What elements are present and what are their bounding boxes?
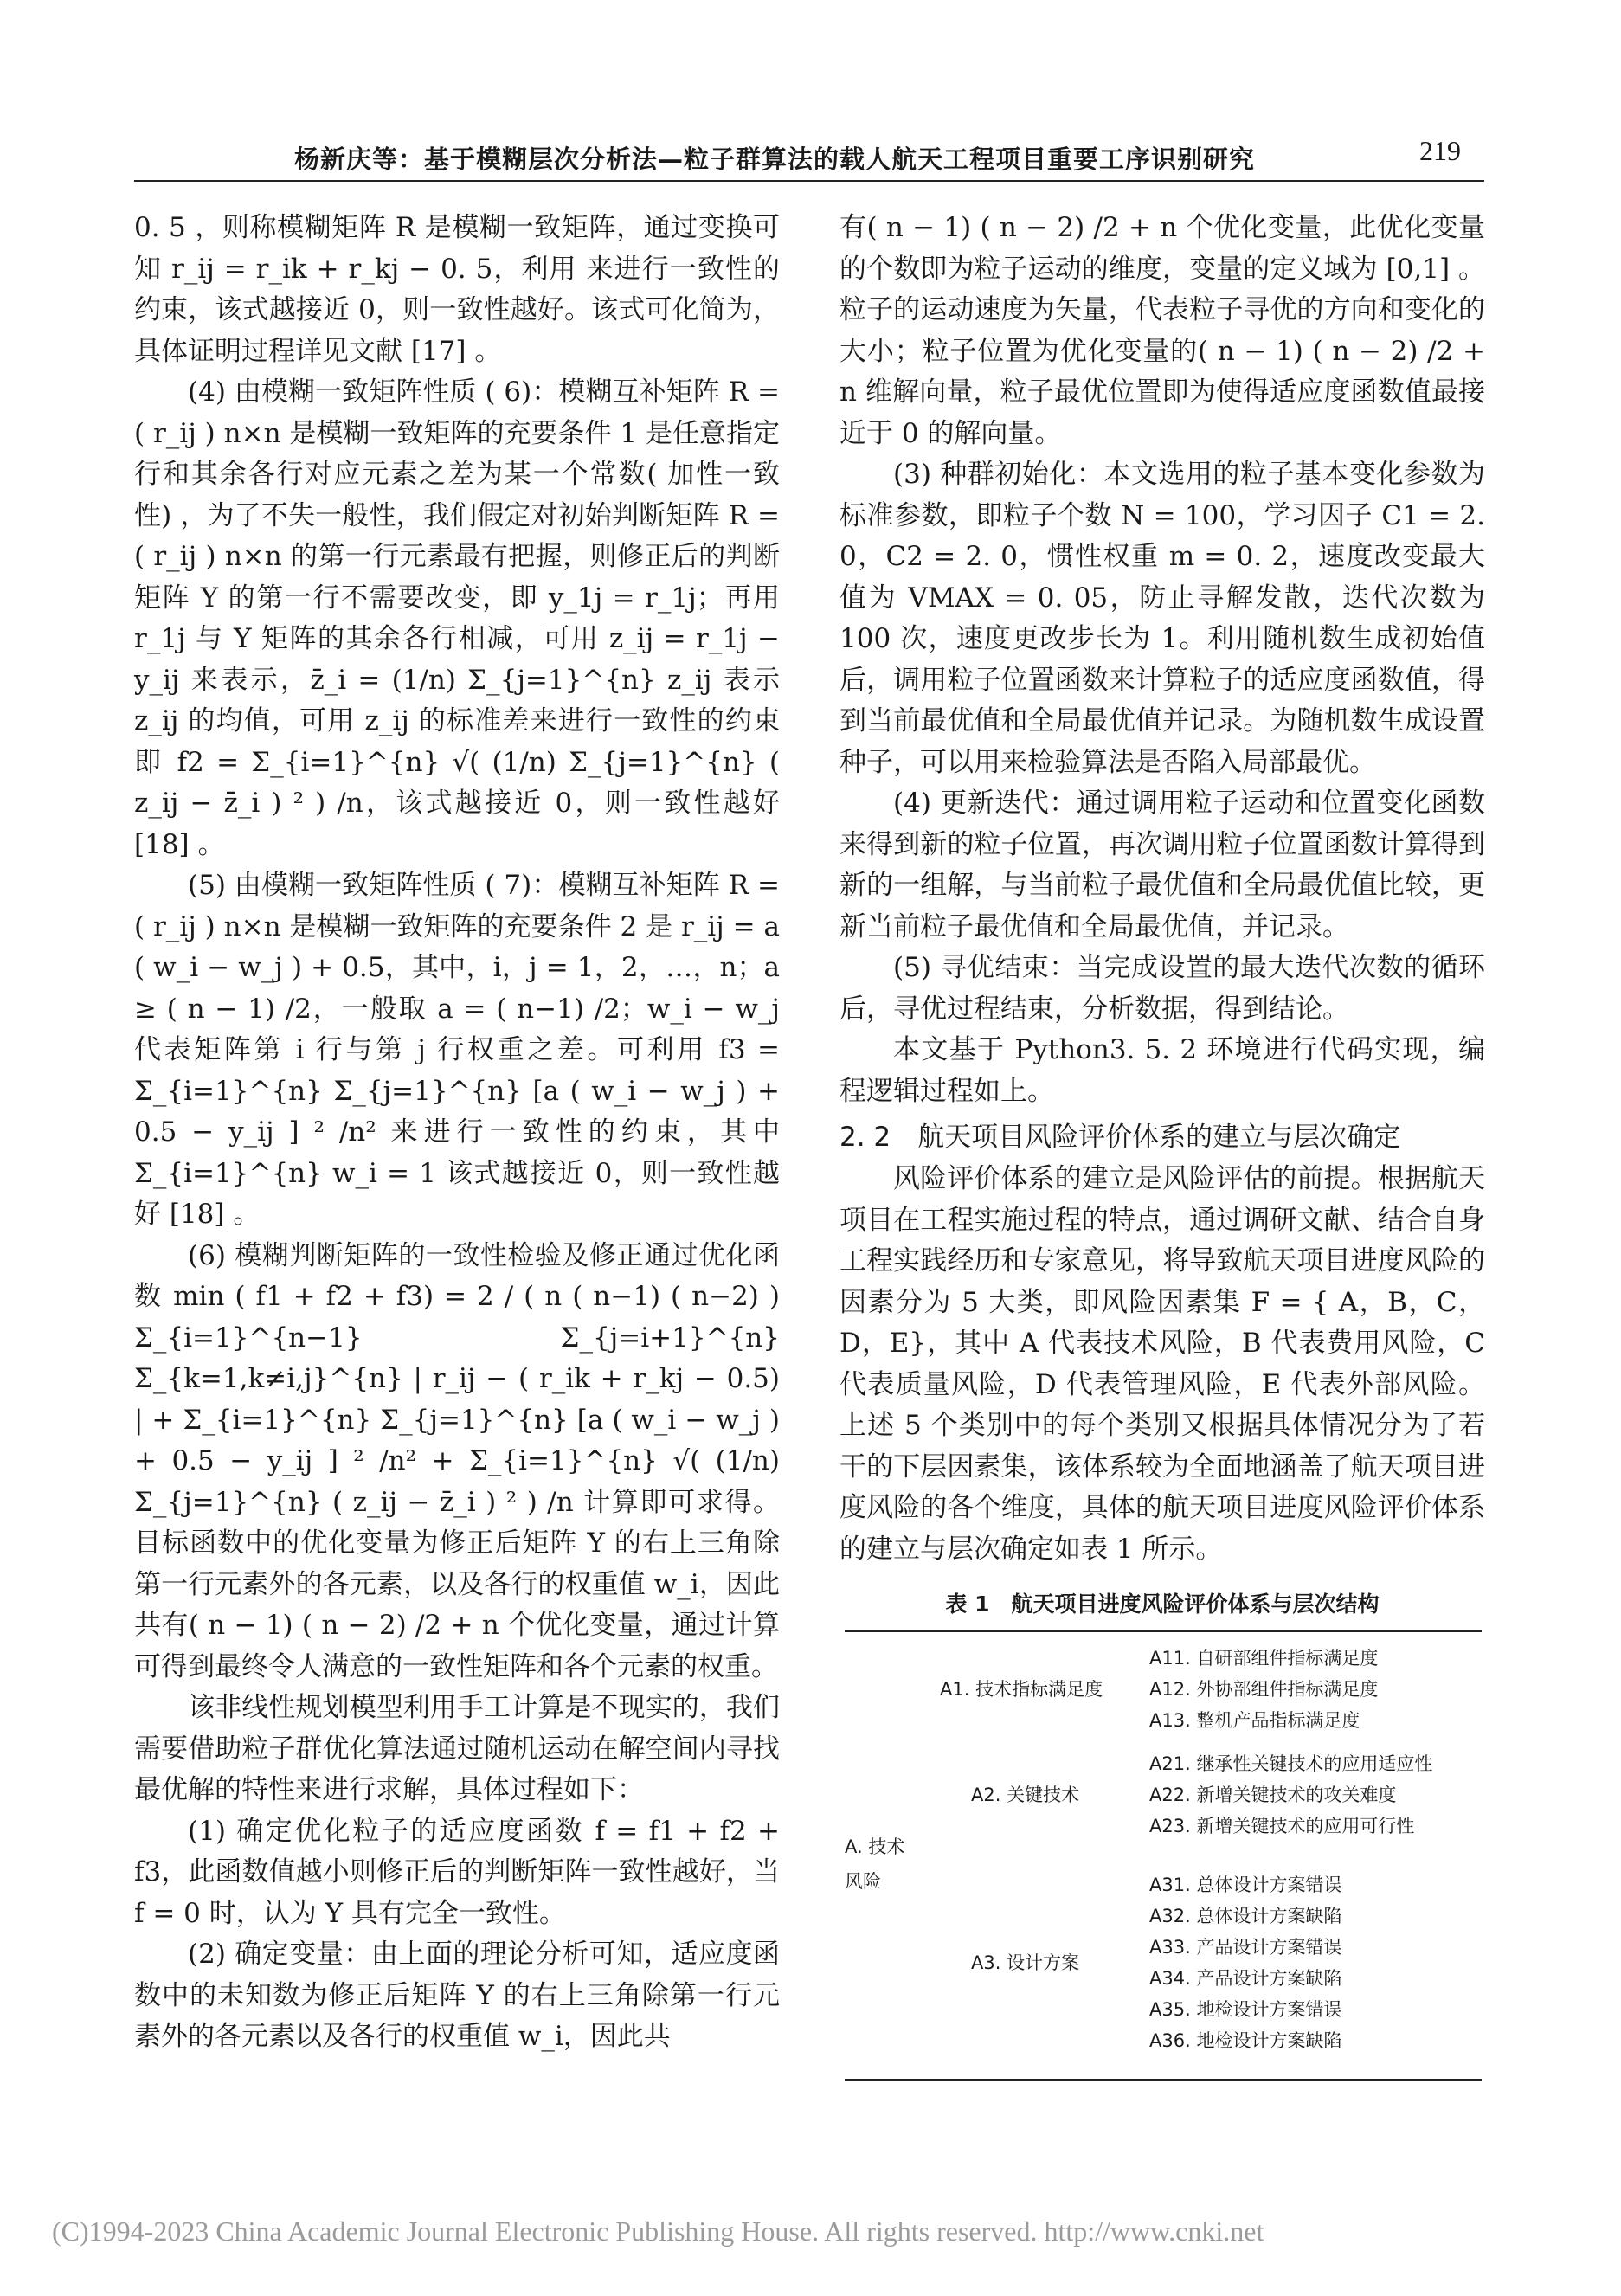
- paragraph: (6) 模糊判断矩阵的一致性检验及修正通过优化函数 min ( f1 + f2 + f3) = 2 / ( n ( n−1) ( n−2) ) Σ_{i=1}^{n−1} Σ_{j=i+1}^{n} Σ_{k=1,k≠i,j}^{n} | r_ij − ( r_ik + r_kj − 0.5) | + Σ_{i=1}^{n} Σ_{j=1}^{n} [a ( w_i − w_j ) + 0.5 − y_ij ] ² /n² + Σ_{i=1}^{n} √( (1/n) Σ_{j=1}^{n} ( z_ij − z̄_i ) ² ) /n 计算即可求得。目标函数中的优化变量为修正后矩阵 Y 的右上三角除第一行元素外的各元素，以及各行的权重值 w_i，因此共有( n − 1) ( n − 2) /2 + n 个优化变量，通过计算可得到最终令人满意的一致性矩阵和各个元素的权重。: [134, 1239, 780, 1682]
- page-number: 219: [1419, 135, 1461, 166]
- copyright-footer: (C)1994-2023 China Academic Journal Electronic Publishing House. All rights reserved. http://www.cnki.net: [52, 2216, 1264, 2247]
- level3-item: A12. 外协部组件指标满足度: [1149, 1679, 1379, 1700]
- table-top-rule: [845, 1630, 1482, 1632]
- level3-item: A11. 自研部组件指标满足度: [1149, 1648, 1379, 1669]
- level3-item: A34. 产品设计方案缺陷: [1149, 1968, 1342, 1989]
- left-column: [134, 208, 780, 2058]
- running-header-title: 杨新庆等：基于模糊层次分析法—粒子群算法的载人航天工程项目重要工序识别研究: [293, 145, 1255, 174]
- paragraph: (1) 确定优化粒子的适应度函数 f = f1 + f2 + f3，此函数值越小则修正后的判断矩阵一致性越好，当 f = 0 时，认为 Y 具有完全一致性。: [134, 1815, 780, 1929]
- level1-label: A. 技术风险: [845, 1836, 905, 1892]
- level2-label: A3. 设计方案: [971, 1952, 1080, 1973]
- paragraph: (4) 由模糊一致矩阵性质 ( 6)：模糊互补矩阵 R = ( r_ij ) n×n 是模糊一致矩阵的充要条件 1 是任意指定行和其余各行对应元素之差为某一个常数( 加性一致性) ，为了不失一般性，我们假定对初始判断矩阵 R = ( r_ij ) n×n 的第一行元素最有把握，则修正后的判断矩阵 Y 的第一行不需要改变，即 y_1j = r_1j；再用 r_1j 与 Y 矩阵的其余各行相减，可用 z_ij = r_1j − y_ij 来表示，z̄_i = (1/n) Σ_{j=1}^{n} z_ij 表示 z_ij 的均值，可用 z_ij 的标准差来进行一致性的约束即 f2 = Σ_{i=1}^{n} √( (1/n) Σ_{j=1}^{n} ( z_ij − z̄_i ) ² ) /n，该式越接近 0，则一致性越好 [18] 。: [134, 376, 780, 860]
- paragraph: 0. 5 ，则称模糊矩阵 R 是模糊一致矩阵，通过变换可知 r_ij = r_ik + r_kj − 0. 5，利用 来进行一致性的约束，该式越接近 0，则一致性越好。该式可化简为，具体证明过程详见文献 [17] 。: [134, 212, 780, 367]
- level3-item: A33. 产品设计方案错误: [1149, 1937, 1342, 1958]
- level3-item: A32. 总体设计方案缺陷: [1149, 1906, 1342, 1926]
- right-column: [839, 208, 1485, 1618]
- paragraph: 风险评价体系的建立是风险评估的前提。根据航天项目在工程实施过程的特点，通过调研文献、结合自身工程实践经历和专家意见，将导致航天项目进度风险的因素分为 5 大类，即风险因素集 F = { A，B，C，D，E}，其中 A 代表技术风险，B 代表费用风险，C 代表质量风险，D 代表管理风险，E 代表外部风险。上述 5 个类别中的每个类别又根据具体情况分为了若干的下层因素集，该体系较为全面地涵盖了航天项目进度风险的各个维度，具体的航天项目进度风险评价体系的建立与层次确定如表 1 所示。: [839, 1163, 1485, 1565]
- paragraph: 本文基于 Python3. 5. 2 环境进行代码实现，编程逻辑过程如上。: [839, 1034, 1485, 1107]
- paragraph: (2) 确定变量：由上面的理论分析可知，适应度函数中的未知数为修正后矩阵 Y 的右上三角除第一行元素外的各元素以及各行的权重值 w_i，因此共: [134, 1939, 780, 2052]
- level2-label: A2. 关键技术: [971, 1785, 1080, 1805]
- paragraph: 有( n − 1) ( n − 2) /2 + n 个优化变量，此优化变量的个数即为粒子运动的维度，变量的定义域为 [0,1] 。粒子的运动速度为矢量，代表粒子寻优的方向和变化的大小；粒子位置为优化变量的( n − 1) ( n − 2) /2 + n 维解向量，粒子最优位置即为使得适应度函数值最接近于 0 的解向量。: [839, 212, 1485, 449]
- level3-item: A35. 地检设计方案错误: [1149, 1999, 1342, 2020]
- paragraph: (5) 寻优结束：当完成设置的最大迭代次数的循环后，寻优过程结束，分析数据，得到结论。: [839, 952, 1485, 1025]
- level3-item: A21. 继承性关键技术的应用适应性: [1149, 1753, 1433, 1774]
- table-bottom-rule: [845, 2079, 1482, 2081]
- risk-hierarchy-table: [845, 1630, 1482, 2081]
- table-caption: 表 1 航天项目进度风险评价体系与层次结构: [945, 1592, 1380, 1617]
- paragraph: (3) 种群初始化：本文选用的粒子基本变化参数为标准参数，即粒子个数 N = 100，学习因子 C1 = 2. 0，C2 = 2. 0，惯性权重 m = 0. 2，速度改变最大值为 VMAX = 0. 05，防止寻解发散，迭代次数为 100 次，速度更改步长为 1。利用随机数生成初始值后，调用粒子位置函数来计算粒子的适应度函数值，得到当前最优值和全局最优值并记录。为随机数生成设置种子，可以用来检验算法是否陷入局部最优。: [839, 459, 1485, 778]
- level3-item: A13. 整机产品指标满足度: [1149, 1710, 1360, 1731]
- level3-item: A22. 新增关键技术的攻关难度: [1149, 1785, 1397, 1805]
- level3-item: A31. 总体设计方案错误: [1149, 1875, 1342, 1895]
- paragraph: 该非线性规划模型利用手工计算是不现实的，我们需要借助粒子群优化算法通过随机运动在解空间内寻找最优解的特性来进行求解，具体过程如下：: [134, 1692, 780, 1805]
- level3-item: A23. 新增关键技术的应用可行性: [1149, 1816, 1415, 1836]
- paragraph: (5) 由模糊一致矩阵性质 ( 7)：模糊互补矩阵 R = ( r_ij ) n×n 是模糊一致矩阵的充要条件 2 是 r_ij = a ( w_i − w_j ) + 0.5，其中，i，j = 1，2，…，n；a ≥ ( n − 1) /2，一般取 a = ( n−1) /2；w_i − w_j 代表矩阵第 i 行与第 j 行权重之差。可利用 f3 = Σ_{i=1}^{n} Σ_{j=1}^{n} [a ( w_i − w_j ) + 0.5 − y_ij ] ² /n² 来进行一致性的约束，其中 Σ_{i=1}^{n} w_i = 1 该式越接近 0，则一致性越好 [18] 。: [134, 870, 780, 1230]
- level2-label: A1. 技术指标满足度: [940, 1679, 1103, 1700]
- header-rule: [134, 180, 1484, 182]
- paragraph: (4) 更新迭代：通过调用粒子运动和位置变化函数来得到新的粒子位置，再次调用粒子位置函数计算得到新的一组解，与当前粒子最优值和全局最优值比较，更新当前粒子最优值和全局最优值，并记录。: [839, 788, 1485, 942]
- level3-item: A36. 地检设计方案缺陷: [1149, 2030, 1342, 2051]
- section-heading: 2. 2 航天项目风险评价体系的建立与层次确定: [839, 1122, 1401, 1153]
